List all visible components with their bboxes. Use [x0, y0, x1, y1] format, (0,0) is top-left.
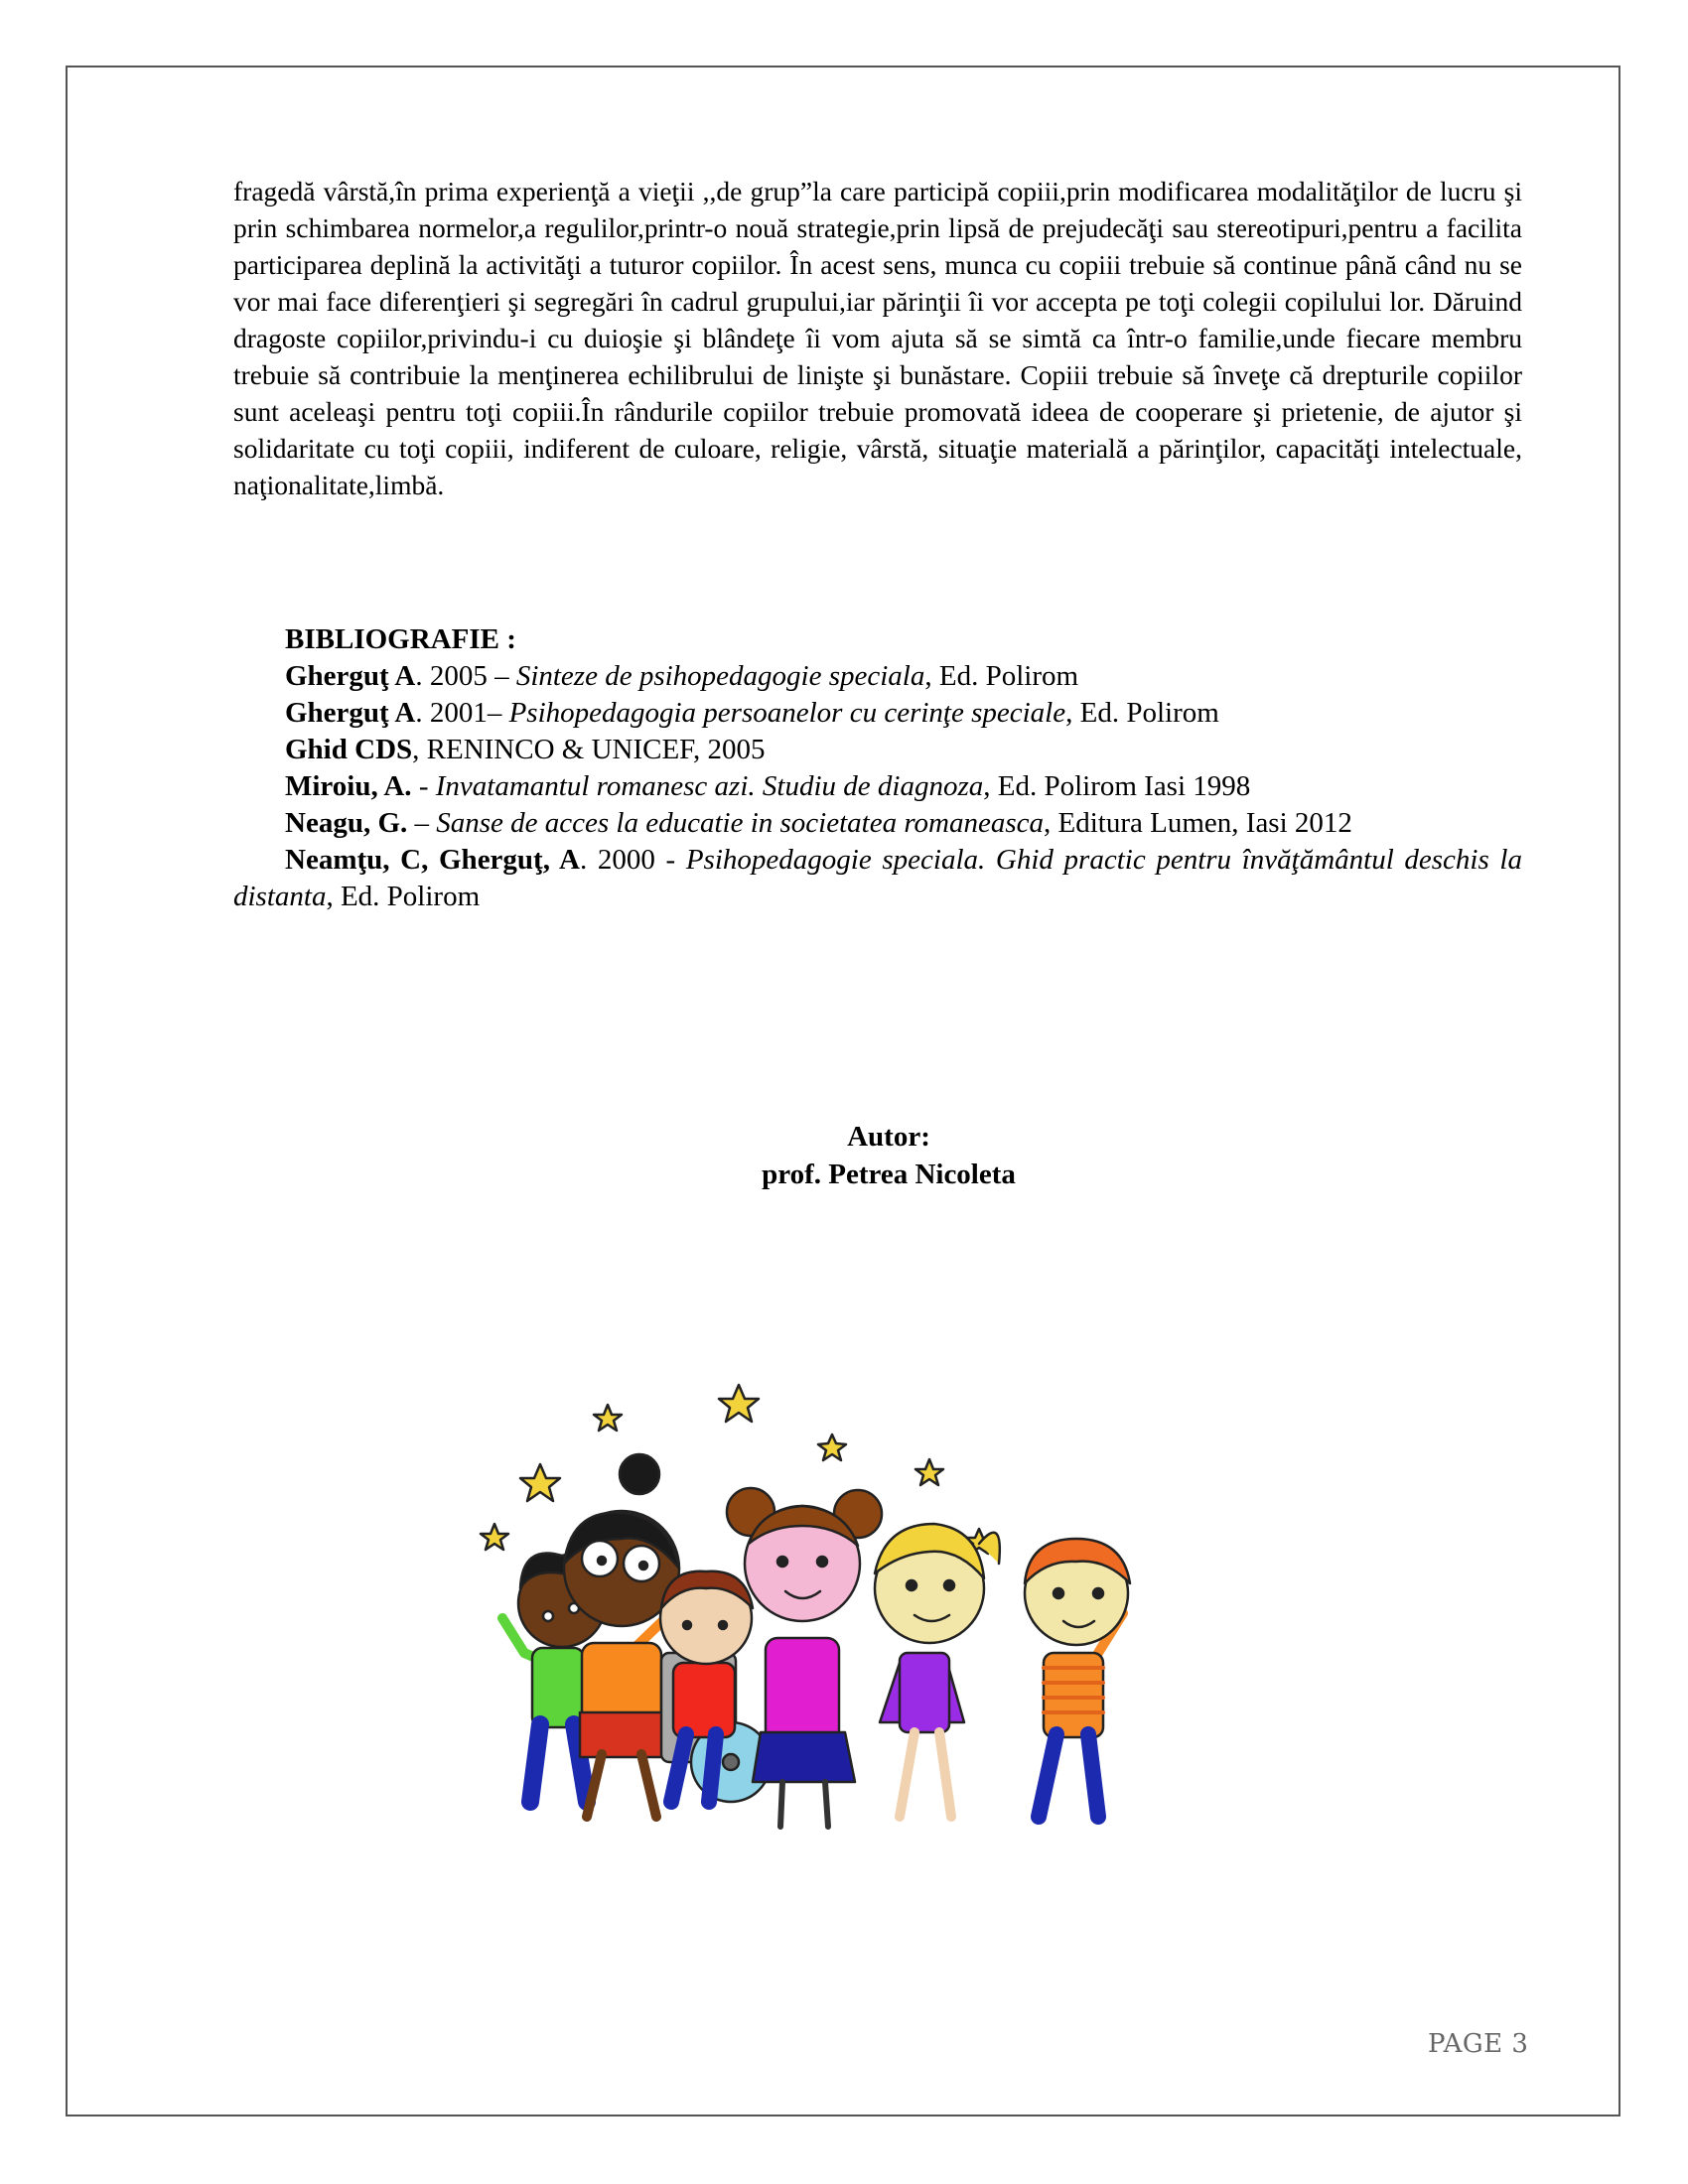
star-icon: [481, 1524, 508, 1550]
star-icon: [915, 1459, 943, 1485]
star-icon: [719, 1385, 759, 1422]
star-icon: [594, 1405, 622, 1431]
child-striped-shirt: [1025, 1539, 1130, 1817]
entry-title: Sinteze de psihopedagogie speciala: [515, 660, 925, 692]
entry-publisher: , Ed. Polirom Iasi 1998: [983, 770, 1251, 802]
entry-separator: –: [407, 807, 437, 839]
entry-publisher: , Ed. Polirom: [924, 660, 1079, 692]
bibliography-entry: [233, 768, 1522, 805]
bibliography-heading: BIBLIOGRAFIE :: [285, 623, 516, 655]
author-name: prof. Petrea Nicoleta: [762, 1159, 1016, 1190]
entry-title: Psihopedagogia persoanelor cu cerinţe speciale: [508, 697, 1066, 729]
page-number: PAGE 3: [1428, 2029, 1529, 2059]
entry-author: Miroiu, A.: [285, 770, 412, 802]
bibliography-entry: [233, 732, 1522, 768]
bibliography-entry: [233, 695, 1522, 732]
star-icon: [818, 1434, 846, 1460]
bibliography-entry: [233, 658, 1522, 695]
entry-publisher: , RENINCO & UNICEF, 2005: [412, 734, 766, 765]
entry-author: Gherguţ A: [285, 660, 416, 692]
entry-year: . 2001–: [415, 697, 509, 729]
bibliography-entry: [233, 842, 1522, 915]
entry-separator: -: [411, 770, 436, 802]
entry-publisher: , Ed. Polirom: [1065, 697, 1219, 729]
entry-year: . 2005 –: [415, 660, 516, 692]
author-label: Autor:: [847, 1121, 930, 1153]
entry-author: Neagu, G.: [285, 807, 408, 839]
entry-publisher: , Ed. Polirom: [326, 881, 481, 912]
entry-author: Neamţu, C, Gherguţ, A: [285, 844, 580, 876]
entry-title: Invatamantul romanesc azi. Studiu de diagnoza: [435, 770, 984, 802]
body-paragraph: fragedă vârstă,în prima experienţă a vieţii ,,de grup”la care participă copiii,prin modificarea modalităţilor de lucru şi prin schimbarea normelor,a regulilor,printr-o nouă strategie,prin lipsă de prejudecăţi sau stereotipuri,pentru a facilita participarea deplină la activităţi a tuturor copiilor. În acest sens, munca cu copiii trebuie să continue până când nu se vor mai face diferenţieri şi segregări în cadrul grupului,iar părinţii îi vor accepta pe toţi colegii copilului lor. Dăruind dragoste copiilor,privindu-i cu duioşie şi blândeţe îi vom ajuta să se simtă ca într-o familie,unde fiecare membru trebuie să contribuie la menţinerea echilibrului de linişte şi bunăstare. Copiii trebuie să înveţe că drepturile copiilor sunt aceleaşi pentru toţi copiii.În rândurile copiilor trebuie promovată ideea de cooperare şi prietenie, de ajutor şi solidaritate cu toţi copiii, indiferent de culoare, religie, vârstă, situaţie materială a părinţilor, capacităţi intelectuale, naţionalitate,limbă.: [233, 176, 1522, 500]
entry-author: Ghid CDS: [285, 734, 413, 765]
children-holding-hands-illustration: [463, 1365, 1209, 1832]
star-icon: [520, 1464, 560, 1501]
entry-author: Gherguţ A: [285, 697, 416, 729]
child-purple-dress: [875, 1524, 1000, 1817]
bibliography-entry: [233, 805, 1522, 842]
entry-title: Sanse de acces la educatie in societatea romaneasca: [436, 807, 1045, 839]
entry-publisher: , Editura Lumen, Iasi 2012: [1044, 807, 1352, 839]
author-block: [591, 1118, 1187, 1193]
entry-year: . 2000 -: [579, 844, 686, 876]
bibliography: [233, 621, 1522, 915]
entry-title: Psihopedagogie speciala. Ghid practic pentru învăţământul deschis la distanta: [233, 844, 1522, 912]
